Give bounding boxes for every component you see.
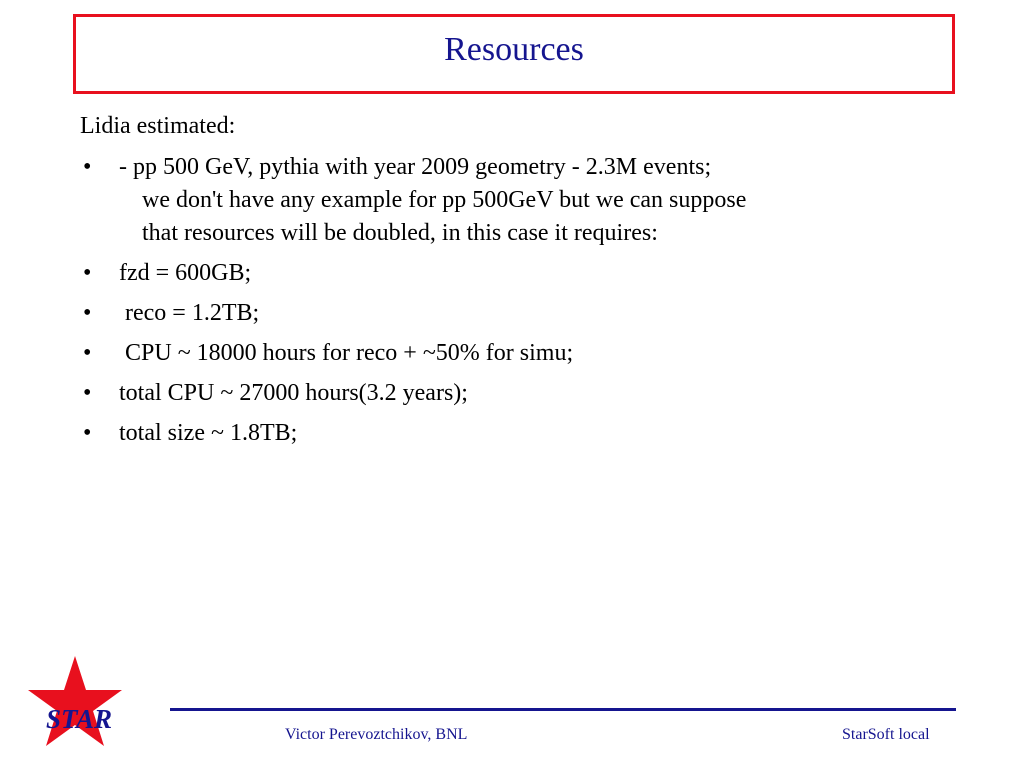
- bullet-text: - pp 500 GeV, pythia with year 2009 geometry - 2.3M events;: [119, 154, 712, 180]
- bullet-item: [80, 337, 746, 370]
- bullet-marker: •: [83, 340, 92, 366]
- bullet-marker: •: [83, 420, 92, 446]
- bullet-marker: •: [83, 300, 92, 326]
- title-box: [73, 14, 955, 94]
- bullet-item: [80, 377, 746, 410]
- slide-title: Resources: [444, 31, 584, 68]
- footer-project: StarSoft local: [842, 726, 930, 743]
- bullet-text: fzd = 600GB;: [119, 260, 252, 286]
- bullet-item: [80, 151, 746, 250]
- bullet-item: [80, 257, 746, 290]
- bullet-item: [80, 297, 746, 330]
- bullet-text: total size ~ 1.8TB;: [119, 420, 298, 446]
- footer-author: Victor Perevoztchikov, BNL: [285, 726, 468, 743]
- star-logo-text: STAR: [45, 704, 113, 734]
- bullet-continuation: we don't have any example for pp 500GeV but we can suppose: [142, 187, 747, 213]
- bullet-list: [80, 151, 746, 457]
- bullet-continuation: that resources will be doubled, in this case it requires:: [142, 220, 658, 246]
- footer-rule: [170, 708, 956, 711]
- bullet-marker: •: [83, 380, 92, 406]
- intro-text: Lidia estimated:: [80, 113, 236, 139]
- bullet-text: total CPU ~ 27000 hours(3.2 years);: [119, 380, 468, 406]
- bullet-marker: •: [83, 154, 92, 180]
- bullet-marker: •: [83, 260, 92, 286]
- bullet-item: [80, 417, 746, 450]
- bullet-text: CPU ~ 18000 hours for reco + ~50% for simu;: [119, 340, 574, 366]
- star-logo: [26, 654, 124, 750]
- bullet-text: reco = 1.2TB;: [119, 300, 260, 326]
